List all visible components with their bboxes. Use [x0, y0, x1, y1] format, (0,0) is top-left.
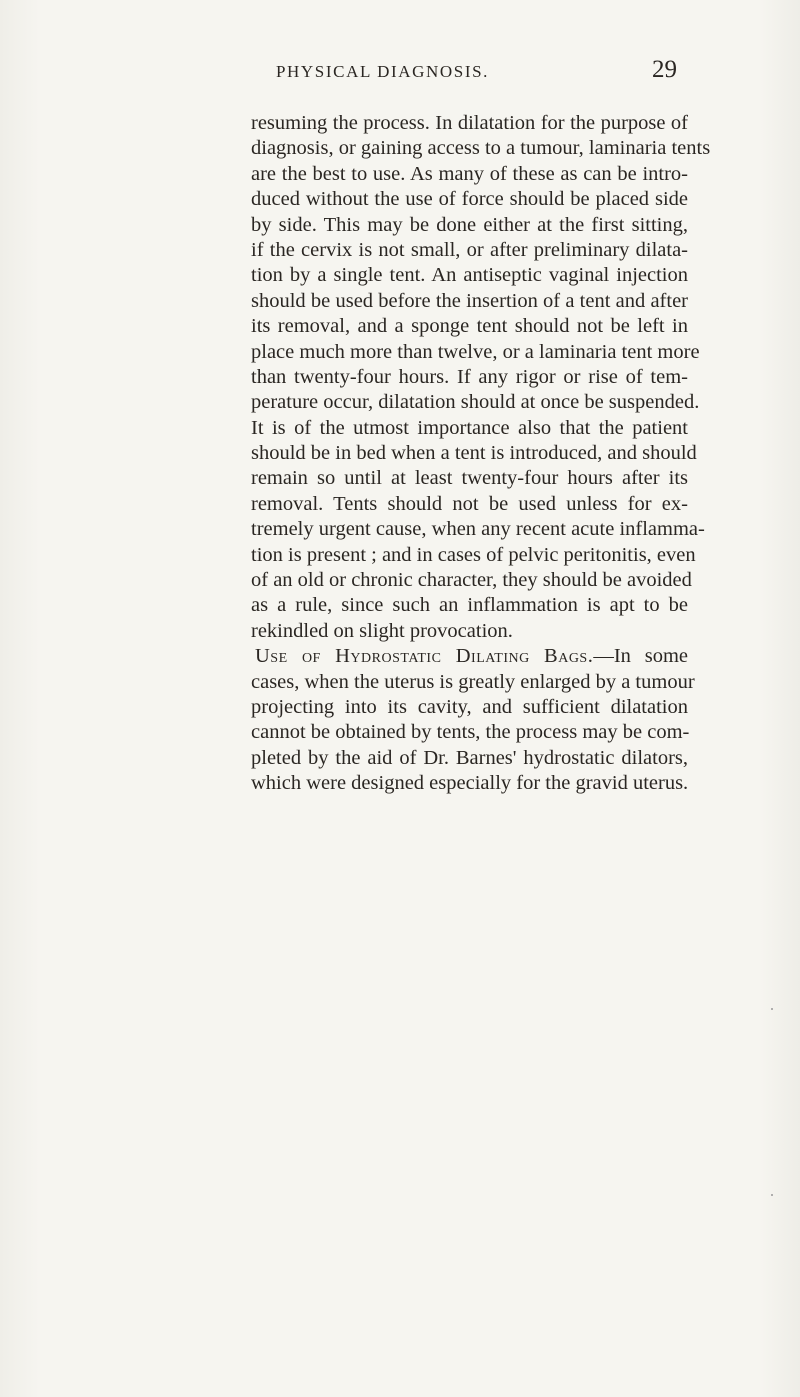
paragraph-dilatation-tents	[251, 111, 711, 644]
text-line: should be used before the insertion of a tent and after	[251, 289, 688, 312]
page-edge-speck	[771, 1008, 773, 1010]
text-line: of an old or chronic character, they should be avoided	[251, 569, 692, 592]
section-heading-line	[251, 644, 688, 669]
text-line: It is of the utmost importance also that the patient	[251, 416, 688, 439]
text-line: tion is present ; and in cases of pelvic peritonitis, even	[251, 543, 696, 566]
text-line: resuming the process. In dilatation for the purpose of	[251, 112, 688, 134]
text-line: cases, when the uterus is greatly enlarged by a tumour	[251, 670, 695, 693]
text-line: cannot be obtained by tents, the process may be com-	[251, 721, 690, 744]
text-line: perature occur, dilatation should at once be suspended.	[251, 391, 700, 414]
text-line: as a rule, since such an inflammation is apt to be	[251, 594, 688, 617]
text-line: projecting into its cavity, and sufficient dilatation	[251, 695, 688, 718]
text-line: diagnosis, or gaining access to a tumour, laminaria tents	[251, 137, 711, 160]
paragraph-hydrostatic-bags	[251, 644, 695, 796]
text-line: duced without the use of force should be placed side	[251, 188, 688, 211]
text-line: removal. Tents should not be used unless for ex-	[251, 492, 688, 515]
text-line: tion by a single tent. An antiseptic vaginal injection	[251, 264, 688, 287]
text-line: by side. This may be done either at the first sitting,	[251, 213, 688, 236]
text-line: should be in bed when a tent is introduced, and should	[251, 442, 697, 465]
text-run: —In some	[593, 645, 688, 668]
text-line: than twenty-four hours. If any rigor or rise of tem-	[251, 365, 688, 388]
section-heading: Use of Hydrostatic Dilating Bags.	[255, 645, 594, 668]
text-line: are the best to use. As many of these as can be intro-	[251, 162, 688, 185]
text-line: pleted by the aid of Dr. Barnes' hydrostatic dilators,	[251, 746, 688, 769]
page-number: 29	[652, 56, 677, 83]
page-edge-speck	[771, 1194, 773, 1196]
text-line: tremely urgent cause, when any recent acute inflamma-	[251, 518, 705, 541]
text-line: its removal, and a sponge tent should not be left in	[251, 315, 688, 338]
text-line: remain so until at least twenty-four hours after its	[251, 467, 688, 490]
text-line: which were designed especially for the gravid uterus.	[251, 772, 689, 795]
page-header	[0, 56, 800, 86]
text-line: rekindled on slight provocation.	[251, 619, 513, 642]
text-line: if the cervix is not small, or after preliminary dilata-	[251, 238, 688, 261]
text-line: place much more than twelve, or a laminaria tent more	[251, 340, 700, 363]
running-head: PHYSICAL DIAGNOSIS.	[276, 62, 490, 81]
body-text	[251, 111, 711, 797]
